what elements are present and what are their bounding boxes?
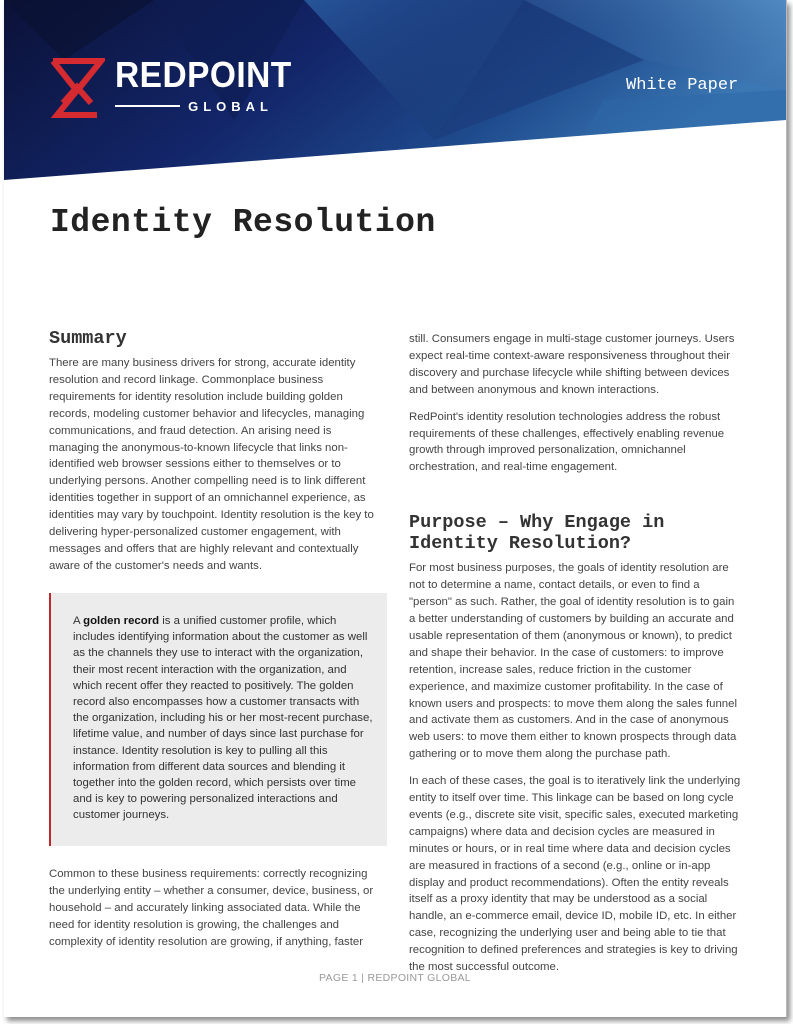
right-column bbox=[409, 331, 742, 976]
callout-pre: A bbox=[73, 615, 84, 627]
callout-term: golden record bbox=[83, 615, 160, 627]
logo-wordmark: REDPOINT bbox=[115, 54, 292, 95]
linkage-paragraph: In each of these cases, the goal is to iteratively link the underlying entity to itself over time. This linkage can be based on long cycle events (e.g., discrete site visit, specific sales, executed marketing campaigns) where data and decision cycles are measured in minutes or hours, or in real time where data and decision cycles are measured in fractions of a second (e.g., online or in-app display and product recommendations). Often the entity reveals itself as a proxy identity that may be understood as a social handle, an e-commerce email, device ID, mobile ID, etc. In either case, recognizing the underlying user and being able to tie that recognition to defined preferences and strategies is key to driving the most successful outcome. bbox=[409, 775, 741, 974]
common-requirements-paragraph: Common to these business requirements: correctly recognizing the underlying entity – whether a consumer, device, business, or household – and accurately linking associated data. While the need for identity resolution is growing, the challenges and complexity of identity resolution are growing, if anything, faster bbox=[49, 868, 374, 948]
callout-body: is a unified customer profile, which includes identifying information about the customer as well as the channels they use to interact with the organization, their most recent interaction with the organization, and which recent offer they reacted to positively. The golden record also encompasses how a customer transacts with the organization, including his or her most-recent purchase, lifetime value, and number of days since last purchase for instance. Identity resolution is key to pulling all this information from different data sources and blending it together into the golden record, which persists over time and is key to powering personalized interactions and customer journeys. bbox=[73, 615, 373, 822]
header-banner bbox=[4, 0, 786, 180]
redpoint-logo bbox=[49, 54, 292, 125]
golden-record-callout bbox=[49, 593, 387, 846]
redpoint-tech-paragraph: RedPoint's identity resolution technologies address the robust requirements of these challenges, effectively enabling revenue growth through improved personalization, omnichannel orchestration, and real-time engagement. bbox=[409, 410, 725, 474]
page-title: Identity Resolution bbox=[50, 204, 436, 241]
purpose-heading: Purpose – Why Engage in Identity Resolution? bbox=[409, 512, 665, 555]
summary-paragraph: There are many business drivers for strong, accurate identity resolution and record linkage. Commonplace business requirements for identity resolution include building golden records, modeling customer behavior and lifecycles, managing communications, and fraud detection. An arising need is managing the anonymous-to-known lifecycle that links non-identified web browser sessions either to themselves or to underlying persons. Another compelling need is to link different identities together in support of an omnichannel experience, as identities may vary by touchpoint. Identity resolution is the key to delivering hyper-personalized customer engagement, with messages and offers that are highly relevant and contextually aware of the customer's needs and wants. bbox=[49, 357, 374, 572]
consumers-paragraph: still. Consumers engage in multi-stage customer journeys. Users expect real-time context-aware responsiveness throughout their discovery and purchase lifecycle while shifting between devices and between anonymous and known interactions. bbox=[409, 333, 735, 396]
left-column-bottom bbox=[49, 866, 374, 951]
callout-text bbox=[73, 613, 373, 824]
left-column-top bbox=[49, 328, 374, 575]
logo-subtitle-text: GLOBAL bbox=[188, 98, 273, 114]
logo-mark-icon bbox=[49, 57, 105, 119]
purpose-paragraph: For most business purposes, the goals of identity resolution are not to determine a name, contact details, or even to find a "person" as such. Rather, the goal of identity resolution is to gain a better understanding of customers by building an accurate and usable representation of them (anonymous or known), to predict and shape their behavior. In the case of customers: to improve retention, increase sales, reduce friction in the customer experience, and maximize customer profitability. In the case of known users and prospects: to move them along the sales funnel and activate them as customers. And in the case of anonymous web users: to move them either to known prospects through data gathering or to move them along the purchase path. bbox=[409, 562, 737, 761]
logo-subtitle bbox=[115, 97, 273, 115]
logo-rule bbox=[115, 105, 180, 107]
summary-heading: Summary bbox=[49, 328, 127, 349]
page bbox=[4, 0, 787, 1017]
page-footer: PAGE 1 | REDPOINT GLOBAL bbox=[319, 972, 471, 984]
document-type-label: White Paper bbox=[626, 76, 739, 95]
